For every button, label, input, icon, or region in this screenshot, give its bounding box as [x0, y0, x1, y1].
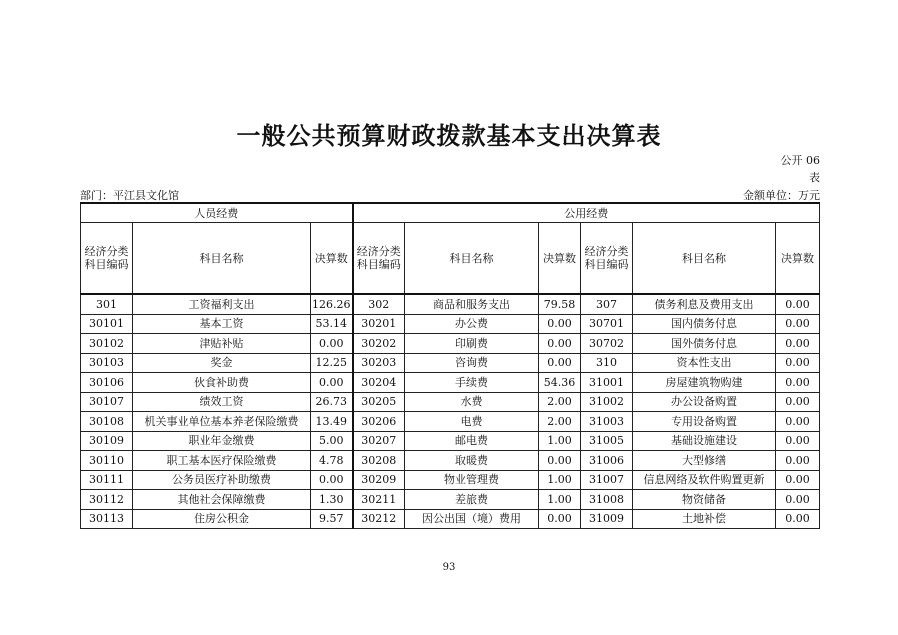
col-header-name: 科目名称 [133, 223, 311, 295]
cell-name: 国内债务付息 [633, 314, 776, 334]
col-header-code: 经济分类科目编码 [581, 223, 633, 295]
cell-code: 31005 [581, 431, 633, 451]
cell-code: 30202 [353, 334, 405, 354]
cell-amount: 79.58 [539, 294, 581, 314]
cell-name: 机关事业单位基本养老保险缴费 [133, 412, 311, 432]
cell-name: 水费 [405, 392, 539, 412]
amount-unit-label: 金额单位：万元 [743, 189, 820, 202]
cell-name: 电费 [405, 412, 539, 432]
cell-code: 30702 [581, 334, 633, 354]
cell-amount: 0.00 [539, 334, 581, 354]
cell-amount: 2.00 [539, 392, 581, 412]
cell-amount: 0.00 [776, 373, 820, 393]
cell-code: 302 [353, 294, 405, 314]
cell-code: 30112 [81, 490, 133, 510]
form-code-line2: 表 [809, 171, 820, 184]
cell-name: 其他社会保障缴费 [133, 490, 311, 510]
cell-amount: 0.00 [776, 431, 820, 451]
table-row [81, 470, 820, 490]
cell-code: 31008 [581, 490, 633, 510]
cell-code: 30208 [353, 451, 405, 471]
cell-amount: 0.00 [776, 353, 820, 373]
table-row [81, 314, 820, 334]
cell-amount: 13.49 [311, 412, 353, 432]
cell-code: 30205 [353, 392, 405, 412]
cell-name: 住房公积金 [133, 509, 311, 529]
cell-amount: 54.36 [539, 373, 581, 393]
cell-code: 30204 [353, 373, 405, 393]
cell-name: 专用设备购置 [633, 412, 776, 432]
cell-name: 基础设施建设 [633, 431, 776, 451]
cell-code: 30107 [81, 392, 133, 412]
col-header-code: 经济分类科目编码 [353, 223, 405, 295]
form-code-line1: 公开 06 [780, 154, 820, 167]
cell-name: 职工基本医疗保险缴费 [133, 451, 311, 471]
cell-name: 奖金 [133, 353, 311, 373]
cell-code: 30212 [353, 509, 405, 529]
cell-amount: 0.00 [776, 490, 820, 510]
cell-code: 30102 [81, 334, 133, 354]
cell-code: 30113 [81, 509, 133, 529]
cell-code: 30101 [81, 314, 133, 334]
cell-code: 30111 [81, 470, 133, 490]
cell-name: 基本工资 [133, 314, 311, 334]
cell-name: 咨询费 [405, 353, 539, 373]
cell-name: 办公费 [405, 314, 539, 334]
table-row [81, 373, 820, 393]
cell-amount: 0.00 [776, 412, 820, 432]
cell-amount: 0.00 [776, 294, 820, 314]
cell-name: 津贴补贴 [133, 334, 311, 354]
cell-name: 取暖费 [405, 451, 539, 471]
cell-name: 办公设备购置 [633, 392, 776, 412]
cell-amount: 0.00 [539, 314, 581, 334]
cell-name: 绩效工资 [133, 392, 311, 412]
cell-amount: 1.00 [539, 470, 581, 490]
cell-code: 30701 [581, 314, 633, 334]
cell-name: 物业管理费 [405, 470, 539, 490]
cell-code: 30103 [81, 353, 133, 373]
cell-name: 印刷费 [405, 334, 539, 354]
cell-name: 大型修缮 [633, 451, 776, 471]
cell-name: 房屋建筑物购建 [633, 373, 776, 393]
cell-amount: 5.00 [311, 431, 353, 451]
table-row [81, 451, 820, 471]
cell-code: 301 [81, 294, 133, 314]
table-row [81, 353, 820, 373]
col-header-code: 经济分类科目编码 [81, 223, 133, 295]
cell-code: 30106 [81, 373, 133, 393]
cell-amount: 0.00 [776, 334, 820, 354]
cell-code: 30109 [81, 431, 133, 451]
cell-amount: 53.14 [311, 314, 353, 334]
cell-amount: 0.00 [776, 314, 820, 334]
table-row [81, 431, 820, 451]
col-header-amount: 决算数 [539, 223, 581, 295]
cell-name: 职业年金缴费 [133, 431, 311, 451]
col-header-name: 科目名称 [633, 223, 776, 295]
cell-amount: 126.26 [311, 294, 353, 314]
cell-amount: 9.57 [311, 509, 353, 529]
cell-code: 31002 [581, 392, 633, 412]
table-body [81, 294, 820, 529]
cell-amount: 0.00 [776, 470, 820, 490]
cell-amount: 0.00 [776, 451, 820, 471]
cell-code: 31007 [581, 470, 633, 490]
table-row [81, 392, 820, 412]
cell-code: 31006 [581, 451, 633, 471]
cell-amount: 4.78 [311, 451, 353, 471]
cell-amount: 0.00 [311, 470, 353, 490]
cell-name: 手续费 [405, 373, 539, 393]
group-personnel-header: 人员经费 [81, 203, 353, 223]
col-header-amount: 决算数 [776, 223, 820, 295]
page-number: 93 [442, 562, 456, 573]
cell-code: 30206 [353, 412, 405, 432]
table-row [81, 490, 820, 510]
table-row [81, 294, 820, 314]
cell-name: 邮电费 [405, 431, 539, 451]
cell-name: 公务员医疗补助缴费 [133, 470, 311, 490]
cell-code: 30211 [353, 490, 405, 510]
cell-name: 伙食补助费 [133, 373, 311, 393]
group-public-header: 公用经费 [353, 203, 820, 223]
cell-name: 国外债务付息 [633, 334, 776, 354]
cell-name: 物资储备 [633, 490, 776, 510]
cell-amount: 1.30 [311, 490, 353, 510]
col-header-name: 科目名称 [405, 223, 539, 295]
cell-amount: 0.00 [311, 373, 353, 393]
cell-amount: 0.00 [776, 392, 820, 412]
cell-code: 310 [581, 353, 633, 373]
cell-name: 土地补偿 [633, 509, 776, 529]
cell-code: 31003 [581, 412, 633, 432]
col-header-amount: 决算数 [311, 223, 353, 295]
cell-name: 债务利息及费用支出 [633, 294, 776, 314]
table-row [81, 334, 820, 354]
cell-name: 工资福利支出 [133, 294, 311, 314]
cell-amount: 0.00 [539, 451, 581, 471]
cell-amount: 0.00 [311, 334, 353, 354]
page-title: 一般公共预算财政拨款基本支出决算表 [236, 121, 662, 150]
cell-code: 31009 [581, 509, 633, 529]
cell-code: 30201 [353, 314, 405, 334]
cell-code: 31001 [581, 373, 633, 393]
expenditure-table [80, 202, 820, 529]
cell-name: 因公出国（境）费用 [405, 509, 539, 529]
cell-amount: 0.00 [539, 353, 581, 373]
cell-code: 307 [581, 294, 633, 314]
cell-amount: 26.73 [311, 392, 353, 412]
cell-name: 资本性支出 [633, 353, 776, 373]
table-row [81, 509, 820, 529]
cell-code: 30108 [81, 412, 133, 432]
cell-code: 30203 [353, 353, 405, 373]
cell-amount: 12.25 [311, 353, 353, 373]
cell-code: 30209 [353, 470, 405, 490]
table-row [81, 412, 820, 432]
cell-amount: 1.00 [539, 431, 581, 451]
cell-name: 商品和服务支出 [405, 294, 539, 314]
cell-amount: 2.00 [539, 412, 581, 432]
cell-code: 30110 [81, 451, 133, 471]
cell-code: 30207 [353, 431, 405, 451]
cell-amount: 0.00 [776, 509, 820, 529]
cell-amount: 1.00 [539, 490, 581, 510]
cell-name: 差旅费 [405, 490, 539, 510]
cell-name: 信息网络及软件购置更新 [633, 470, 776, 490]
department-label: 部门：平江县文化馆 [80, 189, 179, 202]
cell-amount: 0.00 [539, 509, 581, 529]
